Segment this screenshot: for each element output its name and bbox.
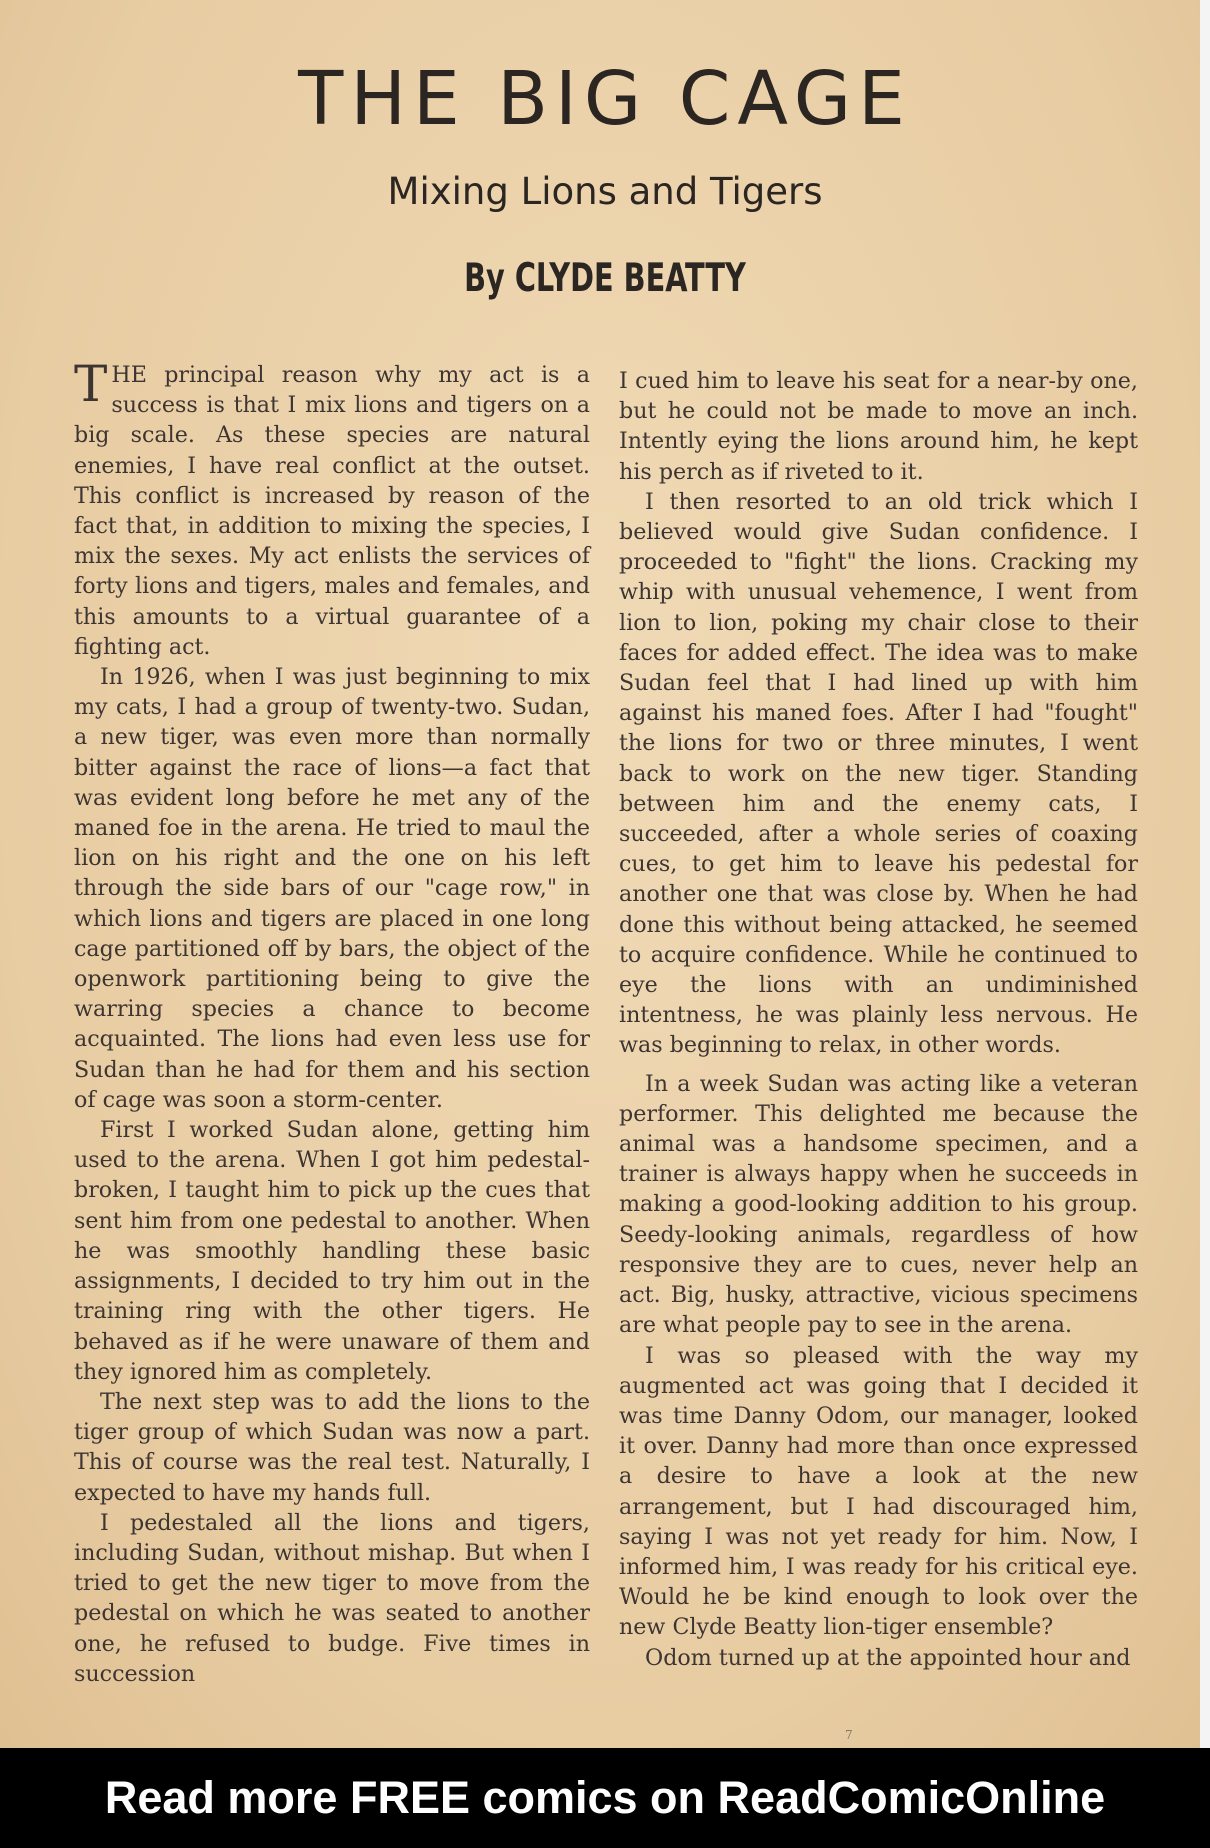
left-column: [74, 355, 590, 1689]
page-number: 7: [845, 1728, 853, 1742]
paragraph: I cued him to leave his seat for a near-by one, but he could not be made to move an inch. Intently eying the lions around him, he kept his perch as if riveted to it.: [619, 368, 1138, 485]
drop-cap: T: [74, 355, 108, 413]
article-title: THE BIG CAGE: [298, 56, 912, 142]
paragraph: The next step was to add the lions to the tiger group of which Sudan was now a part. This of course was the real test. Naturally, I expected to have my hands full.: [74, 1388, 590, 1506]
page-edge: [1200, 0, 1210, 1748]
paragraph: I was so pleased with the way my augmented act was going that I decided it was time Danny Odom, our manager, looked it over. Danny had more than once expressed a desire to have a look at the new arrangement, but I had discouraged him, saying I was not yet ready for him. Now, I informed him, I was ready for his critical eye. Would he be kind enough to look over the new Clyde Beatty lion-tiger ensemble?: [619, 1342, 1138, 1641]
paragraph: In a week Sudan was acting like a veteran performer. This delighted me because the animal was a handsome specimen, and a trainer is always happy when he succeeds in making a good-looking addition to his group. Seedy-looking animals, regardless of how responsive they are to cues, never help an act. Big, husky, attractive, vicious specimens are what people pay to see in the arena.: [619, 1070, 1138, 1339]
promo-banner-text[interactable]: Read more FREE comics on ReadComicOnline: [104, 1772, 1106, 1823]
paragraph-text: HE principal reason why my act is a success is that I mix lions and tigers on a big scale. As these species are natural enemies, I have real conflict at the outset. This conflict is increased by reason of the fact that, in addition to mixing the species, I mix the sexes. My act enlists the services of forty lions and tigers, males and females, and this amounts to a virtual guarantee of a fighting act.: [74, 362, 590, 660]
paragraph: First I worked Sudan alone, getting him used to the arena. When I got him pedestal-broken, I taught him to pick up the cues that sent him from one pedestal to another. When he was smoothly handling these basic assignments, I decided to try him out in the training ring with the other tigers. He behaved as if he were unaware of them and they ignored him as completely.: [74, 1117, 590, 1385]
paragraph: I pedestaled all the lions and tigers, including Sudan, without mishap. But when I tried to get the new tiger to move from the pedestal on which he was seated to another one, he refused to budge. Five times in succession: [74, 1509, 590, 1687]
promo-banner[interactable]: [0, 1748, 1210, 1848]
paragraph: In 1926, when I was just beginning to mix my cats, I had a group of twenty-two. Sudan, a new tiger, was even more than normally bitter against the race of lions—a fact that was evident long before he met any of the maned foe in the arena. He tried to maul the lion on his right and the one on his left through the side bars of our "cage row," in which lions and tigers are placed in one long cage partitioned off by bars, the object of the openwork partitioning being to give the warring species a chance to become acquainted. The lions had even less use for Sudan than he had for them and his section of cage was soon a storm-center.: [74, 664, 590, 1113]
right-column: [619, 366, 1138, 1673]
paragraph: I then resorted to an old trick which I believed would give Sudan confidence. I proceeded to "fight" the lions. Cracking my whip with unusual vehemence, I went from lion to lion, poking my chair close to their faces for added effect. The idea was to make Sudan feel that I had lined up with him against his maned foes. After I had "fought" the lions for two or three minutes, I went back to work on the new tiger. Standing between him and the enemy cats, I succeeded, after a whole series of coaxing cues, to get him to leave his pedestal for another one that was close by. When he had done this without being attacked, he seemed to acquire confidence. While he continued to eye the lions with an undiminished intentness, he was plainly less nervous. He was beginning to relax, in other words.: [619, 488, 1138, 1059]
article-byline: By CLYDE BEATTY: [464, 256, 746, 301]
paragraph: [74, 355, 590, 662]
article-subtitle: Mixing Lions and Tigers: [387, 170, 823, 213]
paragraph: Odom turned up at the appointed hour and: [645, 1644, 1131, 1671]
